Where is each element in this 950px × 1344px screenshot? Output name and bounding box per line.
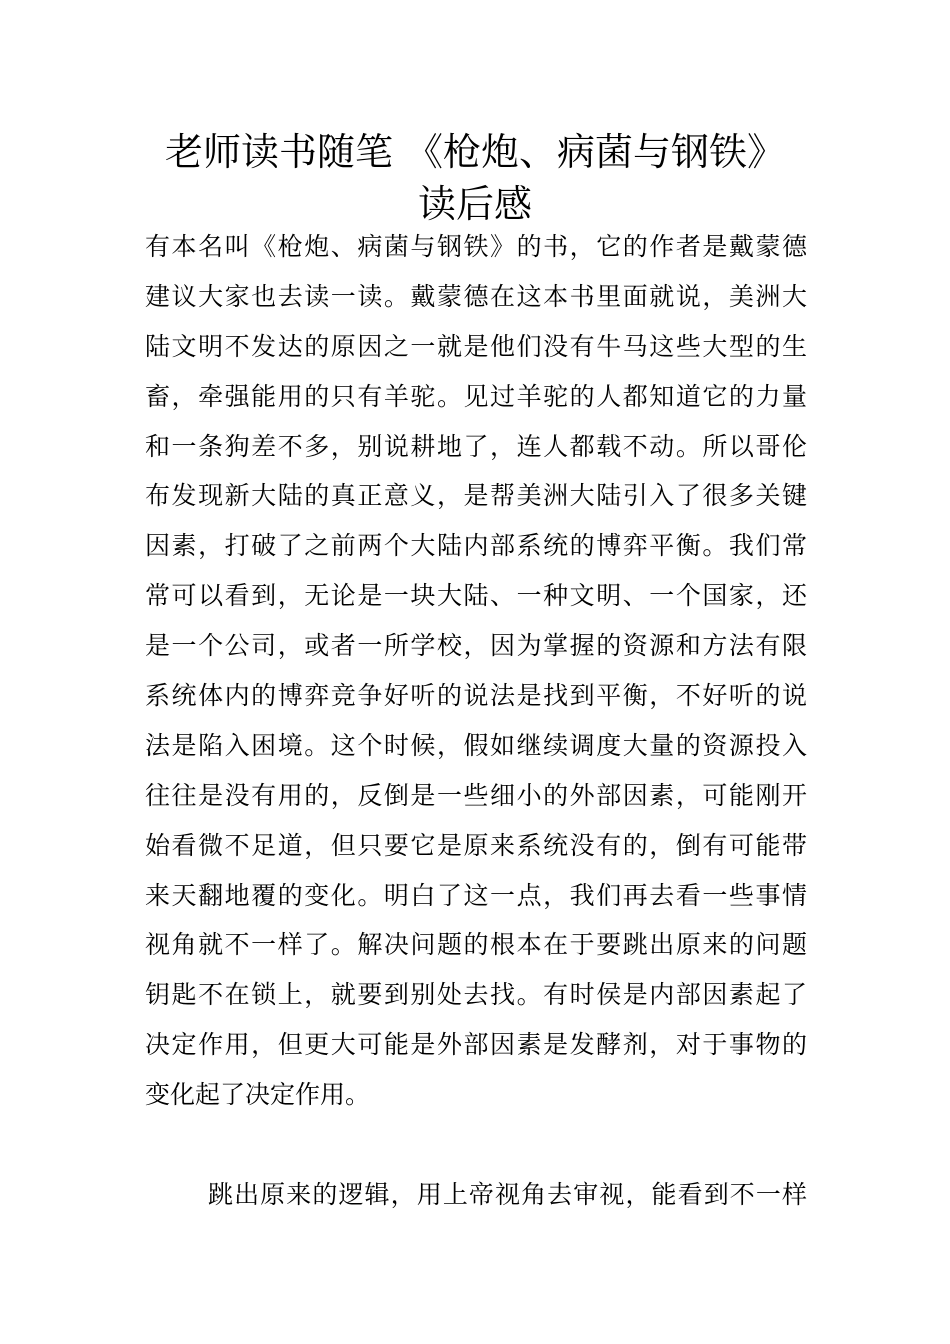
title-line-2: 读后感	[417, 182, 532, 226]
title-line-1: 老师读书随笔 《枪炮、病菌与钢铁》	[164, 130, 786, 174]
paragraph-1	[145, 222, 807, 1120]
paragraph-line: 系统体内的博弈竞争好听的说法是找到平衡，不好听的说	[145, 681, 807, 711]
paragraph-2	[145, 1170, 807, 1220]
paragraph-line: 跳出原来的逻辑，用上帝视角去审视，能看到不一样	[208, 1180, 807, 1209]
paragraph-line: 常可以看到，无论是一块大陆、一种文明、一个国家，还	[145, 581, 807, 611]
paragraph-line: 是一个公司，或者一所学校，因为掌握的资源和方法有限	[145, 631, 807, 661]
paragraph-line: 陆文明不发达的原因之一就是他们没有牛马这些大型的生	[145, 331, 807, 361]
paragraph-line: 视角就不一样了。解决问题的根本在于要跳出原来的问题	[145, 930, 807, 960]
paragraph-line: 决定作用，但更大可能是外部因素是发酵剂，对于事物的	[145, 1030, 807, 1060]
page-title	[120, 126, 830, 230]
paragraph-line: 法是陷入困境。这个时候，假如继续调度大量的资源投入	[145, 730, 807, 760]
paragraph-line: 变化起了决定作用。	[145, 1080, 371, 1110]
paragraph-line: 畜，牵强能用的只有羊驼。见过羊驼的人都知道它的力量	[145, 381, 807, 411]
paragraph-line: 布发现新大陆的真正意义，是帮美洲大陆引入了很多关键	[145, 481, 807, 511]
paragraph-line: 有本名叫《枪炮、病菌与钢铁》的书，它的作者是戴蒙德	[145, 232, 807, 261]
paragraph-line: 建议大家也去读一读。戴蒙德在这本书里面就说，美洲大	[145, 281, 807, 311]
paragraph-line: 来天翻地覆的变化。明白了这一点，我们再去看一些事情	[145, 880, 807, 910]
paragraph-line: 往往是没有用的，反倒是一些细小的外部因素，可能刚开	[145, 780, 807, 810]
paragraph-line: 钥匙不在锁上，就要到别处去找。有时侯是内部因素起了	[145, 980, 807, 1010]
paragraph-line: 因素，打破了之前两个大陆内部系统的博弈平衡。我们常	[145, 531, 807, 561]
paragraph-line: 和一条狗差不多，别说耕地了，连人都载不动。所以哥伦	[145, 431, 807, 461]
paragraph-line: 始看微不足道，但只要它是原来系统没有的，倒有可能带	[145, 830, 807, 860]
